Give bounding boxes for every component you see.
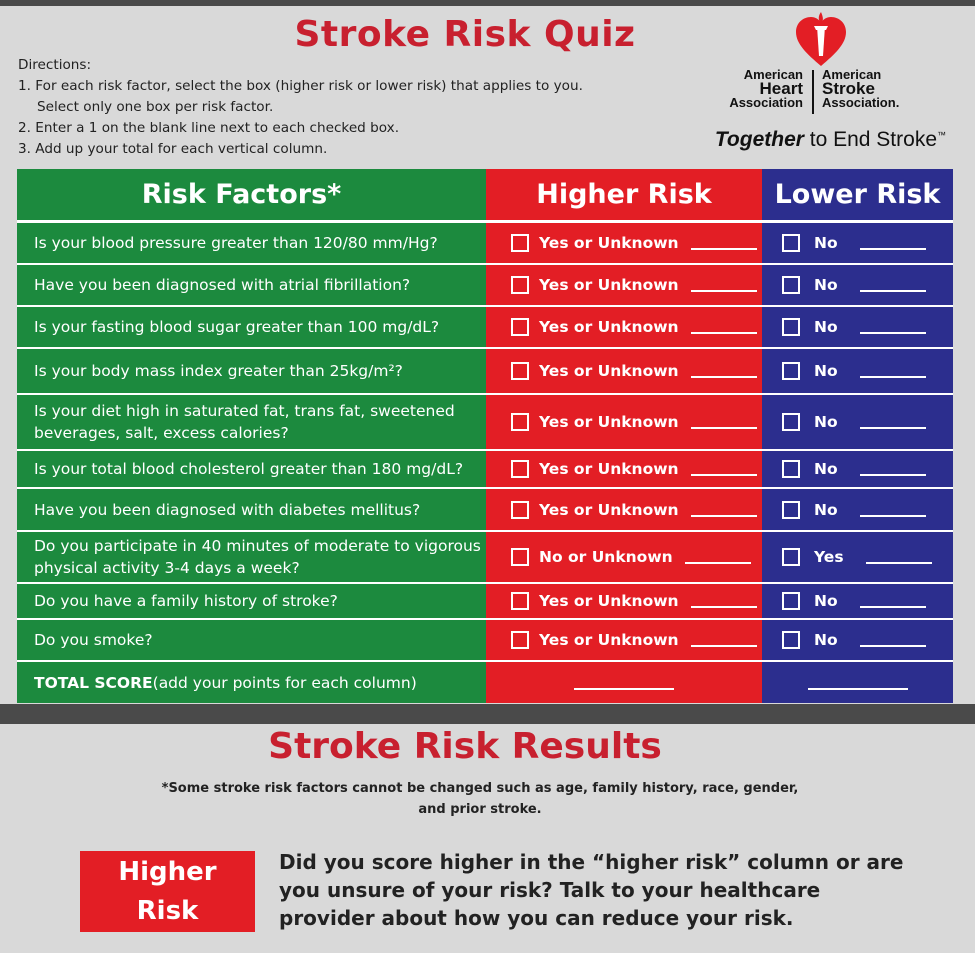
lower-risk-label: No: [814, 276, 838, 294]
tagline-tm: ™: [937, 130, 946, 140]
asa-word-3: Association: [822, 95, 896, 110]
risk-question: [17, 451, 486, 489]
higher-risk-text: Did you score higher in the “higher risk” column or are you unsure of your risk? Talk to your healthcare provider about how you can reduce your risk.: [279, 850, 904, 930]
higher-risk-blank[interactable]: [691, 474, 757, 476]
risk-question: [17, 265, 486, 307]
lower-risk-blank[interactable]: [860, 606, 926, 608]
lower-risk-blank[interactable]: [860, 515, 926, 517]
higher-risk-blank[interactable]: [685, 562, 751, 564]
table-row: [17, 451, 953, 489]
lower-risk-option: [762, 451, 953, 489]
risk-question: [17, 532, 486, 584]
higher-risk-checkbox[interactable]: [511, 548, 529, 566]
lower-risk-checkbox[interactable]: [782, 362, 800, 380]
higher-risk-blank[interactable]: [691, 248, 757, 250]
higher-risk-blank[interactable]: [691, 645, 757, 647]
lower-risk-label: Yes: [814, 548, 844, 566]
higher-risk-option: [486, 620, 762, 662]
higher-risk-blank[interactable]: [691, 606, 757, 608]
results-note-line-2: and prior stroke.: [418, 802, 542, 817]
higher-risk-label: Yes or Unknown: [539, 362, 679, 380]
higher-risk-checkbox[interactable]: [511, 276, 529, 294]
lower-risk-checkbox[interactable]: [782, 501, 800, 519]
higher-risk-option: [486, 489, 762, 532]
risk-question-text: Have you been diagnosed with atrial fibrillation?: [34, 276, 411, 294]
table-row: [17, 489, 953, 532]
lower-risk-checkbox[interactable]: [782, 413, 800, 431]
higher-risk-badge-label: Higher Risk: [118, 856, 217, 926]
higher-risk-blank[interactable]: [691, 427, 757, 429]
lower-risk-option: [762, 395, 953, 451]
lower-risk-option: [762, 532, 953, 584]
lower-risk-checkbox[interactable]: [782, 234, 800, 252]
higher-risk-option: [486, 584, 762, 620]
lower-risk-blank[interactable]: [866, 562, 932, 564]
risk-question: [17, 584, 486, 620]
direction-3: 3. Add up your total for each vertical column.: [18, 141, 328, 157]
risk-question-text: Do you smoke?: [34, 631, 153, 649]
table-row: [17, 349, 953, 395]
risk-question: [17, 223, 486, 265]
table-row: [17, 223, 953, 265]
higher-risk-option: [486, 395, 762, 451]
asa-word-1: American: [822, 67, 882, 82]
table-row: [17, 265, 953, 307]
higher-risk-blank[interactable]: [691, 290, 757, 292]
direction-1b: Select only one box per risk factor.: [37, 99, 274, 115]
direction-2: 2. Enter a 1 on the blank line next to each checked box.: [18, 120, 400, 136]
risk-question-text: Is your blood pressure greater than 120/80 mm/Hg?: [34, 234, 438, 252]
higher-risk-label: Yes or Unknown: [539, 318, 679, 336]
risk-question-text: Do you have a family history of stroke?: [34, 592, 338, 610]
higher-risk-label: Yes or Unknown: [539, 276, 679, 294]
risk-question: [17, 307, 486, 349]
lower-risk-option: [762, 307, 953, 349]
aha-word-1: American: [743, 67, 803, 82]
risk-question-text: Is your body mass index greater than 25kg/m²?: [34, 362, 403, 380]
lower-risk-blank[interactable]: [860, 332, 926, 334]
lower-risk-label: No: [814, 362, 838, 380]
lower-risk-blank[interactable]: [860, 427, 926, 429]
higher-risk-blank[interactable]: [691, 376, 757, 378]
question-rows: [17, 223, 953, 662]
quiz-panel: [0, 6, 975, 704]
aha-asa-logo: [680, 10, 960, 160]
higher-risk-checkbox[interactable]: [511, 592, 529, 610]
lower-risk-label: No: [814, 318, 838, 336]
results-note: [150, 778, 810, 820]
total-label: [17, 662, 486, 703]
lower-total-blank[interactable]: [808, 688, 908, 690]
lower-risk-label: No: [814, 413, 838, 431]
higher-total-cell: [486, 662, 762, 703]
higher-risk-checkbox[interactable]: [511, 460, 529, 478]
table-row: [17, 584, 953, 620]
total-label-bold: TOTAL SCORE: [34, 673, 153, 692]
higher-total-blank[interactable]: [574, 688, 674, 690]
lower-total-cell: [762, 662, 953, 703]
table-row: [17, 620, 953, 662]
header-higher-risk: Higher Risk: [486, 169, 762, 223]
higher-risk-label: Yes or Unknown: [539, 592, 679, 610]
lower-risk-blank[interactable]: [860, 248, 926, 250]
total-label-rest: (add your points for each column): [152, 673, 417, 692]
lower-risk-blank[interactable]: [860, 645, 926, 647]
risk-question-text: Do you participate in 40 minutes of moderate to vigorous physical activity 3-4 days a week?: [34, 537, 481, 577]
header-lower-risk: Lower Risk: [762, 169, 953, 223]
directions: [18, 55, 668, 160]
lower-risk-checkbox[interactable]: [782, 592, 800, 610]
asa-mark: .: [895, 95, 900, 110]
tagline-bold: Together: [714, 128, 804, 151]
direction-1: 1. For each risk factor, select the box (higher risk or lower risk) that applies to you.: [18, 78, 583, 94]
aha-wordmark: [729, 68, 803, 110]
lower-risk-option: [762, 489, 953, 532]
higher-risk-option: [486, 349, 762, 395]
asa-wordmark: [822, 68, 899, 110]
risk-question: [17, 489, 486, 532]
higher-risk-label: Yes or Unknown: [539, 631, 679, 649]
risk-question: [17, 620, 486, 662]
higher-risk-checkbox[interactable]: [511, 501, 529, 519]
lower-risk-label: No: [814, 631, 838, 649]
lower-risk-checkbox[interactable]: [782, 318, 800, 336]
lower-risk-option: [762, 620, 953, 662]
higher-risk-checkbox[interactable]: [511, 318, 529, 336]
higher-risk-option: [486, 265, 762, 307]
higher-risk-option: [486, 451, 762, 489]
risk-question: [17, 349, 486, 395]
quiz-title: Stroke Risk Quiz: [294, 14, 636, 55]
asa-word-2: Stroke: [822, 79, 875, 98]
higher-risk-blank[interactable]: [691, 515, 757, 517]
lower-risk-option: [762, 265, 953, 307]
tagline: [715, 128, 946, 152]
results-panel: [0, 724, 975, 953]
higher-risk-checkbox[interactable]: [511, 413, 529, 431]
risk-question: [17, 395, 486, 451]
lower-risk-label: No: [814, 592, 838, 610]
lower-risk-checkbox[interactable]: [782, 548, 800, 566]
higher-risk-label: Yes or Unknown: [539, 460, 679, 478]
higher-risk-badge: [80, 851, 255, 932]
higher-risk-option: [486, 307, 762, 349]
quiz-table: [17, 169, 953, 703]
aha-word-3: Association: [729, 95, 803, 110]
directions-heading: Directions:: [18, 57, 92, 73]
higher-risk-option: [486, 532, 762, 584]
lower-risk-checkbox[interactable]: [782, 460, 800, 478]
lower-risk-blank[interactable]: [860, 474, 926, 476]
lower-risk-option: [762, 349, 953, 395]
higher-risk-blank[interactable]: [691, 332, 757, 334]
total-row: [17, 662, 953, 703]
higher-risk-checkbox[interactable]: [511, 234, 529, 252]
lower-risk-label: No: [814, 234, 838, 252]
risk-question-text: Is your total blood cholesterol greater than 180 mg/dL?: [34, 460, 464, 478]
tagline-rest: to End Stroke: [803, 128, 937, 151]
header-risk-factors: Risk Factors*: [17, 169, 486, 223]
lower-risk-checkbox[interactable]: [782, 276, 800, 294]
aha-word-2: Heart: [759, 79, 803, 98]
lower-risk-blank[interactable]: [860, 376, 926, 378]
higher-risk-label: No or Unknown: [539, 548, 673, 566]
higher-risk-option: [486, 223, 762, 265]
table-header: [17, 169, 953, 223]
higher-risk-checkbox[interactable]: [511, 362, 529, 380]
heart-torch-icon: [793, 12, 849, 68]
lower-risk-blank[interactable]: [860, 290, 926, 292]
risk-question-text: Have you been diagnosed with diabetes mellitus?: [34, 500, 421, 519]
table-row: [17, 395, 953, 451]
results-title: Stroke Risk Results: [268, 726, 662, 767]
lower-risk-checkbox[interactable]: [782, 631, 800, 649]
table-row: [17, 532, 953, 584]
higher-risk-checkbox[interactable]: [511, 631, 529, 649]
lower-risk-option: [762, 584, 953, 620]
logo-divider: [812, 70, 814, 114]
higher-risk-label: Yes or Unknown: [539, 234, 679, 252]
results-note-line-1: *Some stroke risk factors cannot be changed such as age, family history, race, gender,: [161, 781, 799, 796]
higher-risk-label: Yes or Unknown: [539, 413, 679, 431]
table-row: [17, 307, 953, 349]
lower-risk-label: No: [814, 500, 838, 519]
lower-risk-label: No: [814, 460, 838, 478]
lower-risk-option: [762, 223, 953, 265]
risk-question-text: Is your diet high in saturated fat, trans fat, sweetened beverages, salt, excess calories?: [34, 402, 455, 442]
risk-question-text: Is your fasting blood sugar greater than 100 mg/dL?: [34, 318, 440, 336]
higher-risk-label: Yes or Unknown: [539, 500, 679, 519]
